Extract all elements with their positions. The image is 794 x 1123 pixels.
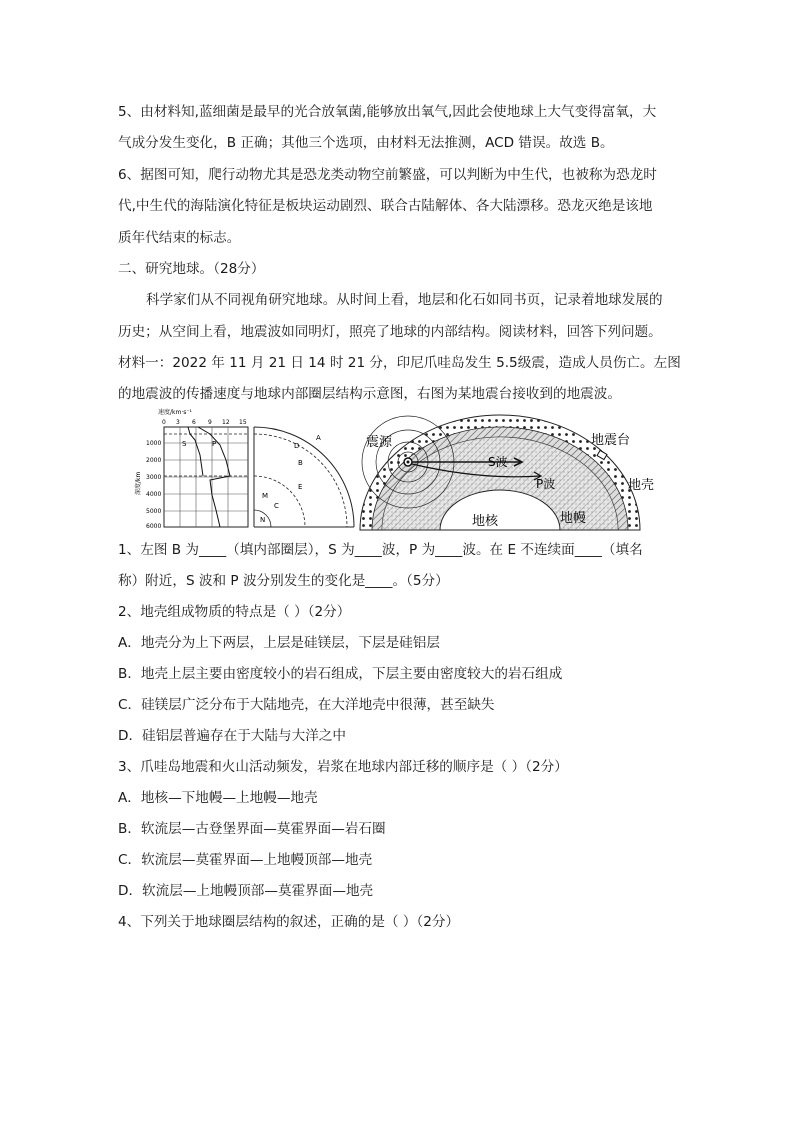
- y-tick-3000: 3000: [146, 474, 162, 481]
- question-2-option-a: A．地壳分为上下两层，上层是硅镁层，下层是硅铝层: [118, 635, 440, 651]
- layer-label-m: M: [262, 492, 269, 500]
- layer-label-n: N: [260, 516, 266, 524]
- answer-6-line-1: 6、据图可知，爬行动物尤其是恐龙类动物空前繁盛，可以判断为中生代，也被称为恐龙时: [118, 167, 657, 183]
- p-wave-label: P波: [536, 477, 556, 491]
- wave-speed-chart: [134, 408, 248, 530]
- material-line-2: 的地震波的传播速度与地球内部圈层结构示意图，右图为某地震台接收到的地震波。: [118, 386, 621, 402]
- question-4-stem: 4、下列关于地球圈层结构的叙述，正确的是（ ）（2分）: [118, 914, 460, 930]
- answer-6-line-2: 代,中生代的海陆演化特征是板块运动剧烈、联合古陆解体、各大陆漂移。恐龙灭绝是该地: [118, 198, 653, 214]
- section-heading: 二、研究地球。（28分）: [118, 261, 265, 277]
- core-label: 地核: [472, 514, 499, 529]
- question-3-option-a: A．地核—下地幔—上地幔—地壳: [118, 790, 318, 806]
- question-1-line-2: 称）附近，S 波和 P 波分别发生的变化是____。（5分）: [118, 573, 449, 589]
- x-tick-0: 0: [162, 419, 166, 426]
- focus-label: 震源: [366, 435, 393, 450]
- layer-label-e: E: [298, 483, 303, 491]
- x-tick-9: 9: [208, 419, 212, 426]
- s-wave-label: S波: [488, 455, 508, 469]
- p-curve-label: P: [212, 440, 217, 448]
- station-label: 地震台: [591, 433, 631, 448]
- x-tick-12: 12: [222, 419, 230, 426]
- question-3-option-b: B．软流层—古登堡界面—莫霍界面—岩石圈: [118, 821, 386, 837]
- question-1-line-1: 1、左图 B 为____（填内部圈层），S 为____波，P 为____波。在 E 不连续面____（填名: [118, 542, 643, 558]
- earth-structure-figure: [135, 409, 655, 532]
- crust-label: 地壳: [628, 478, 655, 493]
- question-2-option-d: D．硅铝层普遍存在于大陆与大洋之中: [118, 728, 346, 744]
- y-tick-4000: 4000: [146, 491, 162, 498]
- layer-label-b: B: [298, 459, 303, 467]
- x-tick-15: 15: [239, 419, 247, 426]
- question-3-stem: 3、爪哇岛地震和火山活动频发，岩浆在地球内部迁移的顺序是（ ）（2分）: [118, 759, 568, 775]
- material-line-1: 材料一：2022 年 11 月 21 日 14 时 21 分，印尼爪哇岛发生 5.5级震，造成人员伤亡。左图: [118, 355, 681, 371]
- s-curve-label: S: [182, 440, 187, 448]
- depth-axis-label: 深度/km: [135, 471, 142, 495]
- question-2-stem: 2、地壳组成物质的特点是（ ）（2分）: [118, 604, 351, 620]
- intro-line-2: 历史；从空间上看，地震波如同明灯，照亮了地球的内部结构。阅读材料，回答下列问题。: [118, 324, 662, 340]
- x-tick-6: 6: [192, 419, 196, 426]
- layer-label-d: D: [294, 442, 300, 450]
- y-tick-1000: 1000: [146, 440, 162, 447]
- mantle-label: 地幔: [560, 511, 587, 526]
- question-3-option-d: D．软流层—上地幔顶部—莫霍界面—地壳: [118, 883, 374, 899]
- y-tick-6000: 6000: [146, 523, 162, 530]
- answer-5-line-1: 5、由材料知,蓝细菌是最早的光合放氧菌,能够放出氧气,因此会使地球上大气变得富氧，大: [118, 104, 657, 120]
- speed-axis-label: 速度/km·s⁻¹: [158, 409, 192, 416]
- intro-line-1: 科学家们从不同视角研究地球。从时间上看，地层和化石如同书页，记录着地球发展的: [146, 292, 663, 308]
- answer-5-line-2: 气成分发生变化，B 正确；其他三个选项，由材料无法推测，ACD 错误。故选 B。: [118, 135, 614, 151]
- layer-label-c: C: [274, 502, 279, 510]
- question-3-option-c: C．软流层—莫霍界面—上地幔顶部—地壳: [118, 852, 373, 868]
- question-2-option-c: C．硅镁层广泛分布于大陆地壳，在大洋地壳中很薄，甚至缺失: [118, 697, 495, 713]
- layer-label-a: A: [316, 434, 321, 442]
- y-tick-5000: 5000: [146, 508, 162, 515]
- answer-6-line-3: 质年代结束的标志。: [118, 230, 241, 246]
- layer-quarter-diagram: [254, 427, 354, 527]
- y-tick-2000: 2000: [146, 457, 162, 464]
- question-2-option-b: B．地壳上层主要由密度较小的岩石组成，下层主要由密度较大的岩石组成: [118, 666, 563, 682]
- seismic-wave-diagram: [360, 415, 654, 530]
- x-tick-3: 3: [176, 419, 180, 426]
